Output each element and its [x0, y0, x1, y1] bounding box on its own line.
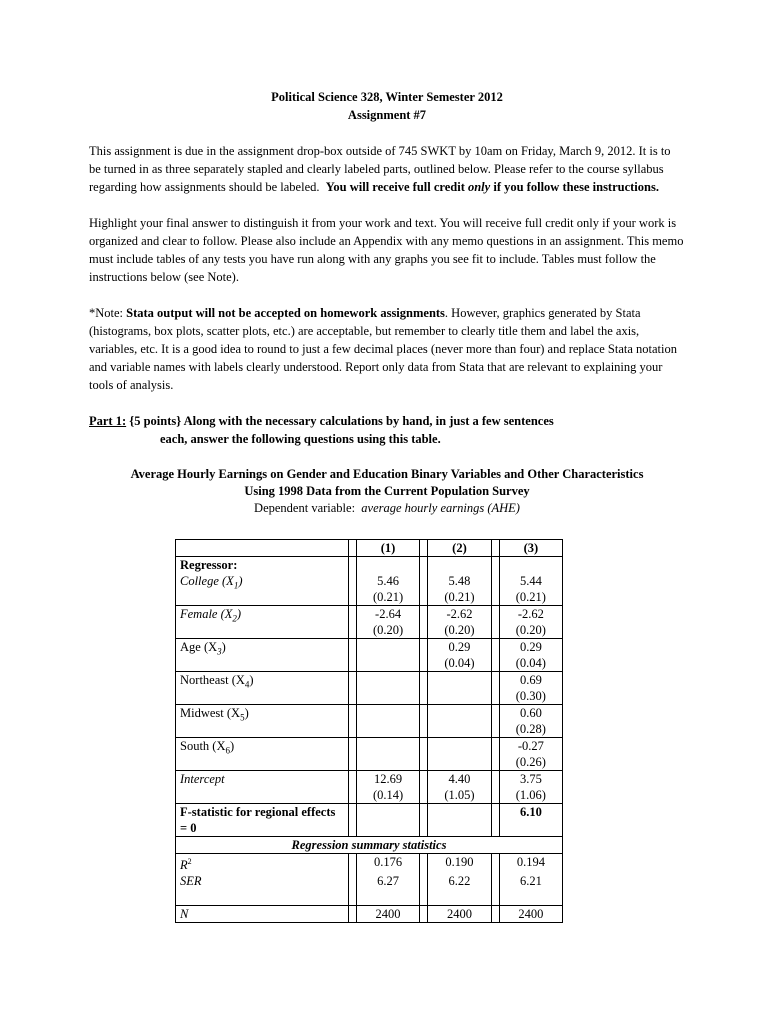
- coef-row: [176, 606, 563, 639]
- ser-value: 6.21: [499, 873, 562, 906]
- header-row: [176, 540, 563, 557]
- spacer-cell: [491, 557, 499, 606]
- coef-cell: [356, 705, 419, 738]
- summary-label: Regression summary statistics: [176, 837, 563, 854]
- regressor-name: Intercept: [176, 771, 349, 804]
- coef-cell: 0.60 (0.28): [499, 705, 562, 738]
- spacer-cell: [348, 557, 356, 606]
- coef-cell: 0.69 (0.30): [499, 672, 562, 705]
- coef-cell: 5.46 (0.21): [356, 557, 419, 606]
- spacer-cell: [348, 771, 356, 804]
- spacer-cell: [348, 639, 356, 672]
- spacer-cell: [348, 672, 356, 705]
- n-value: 2400: [428, 906, 491, 923]
- assignment-title: Assignment #7: [347, 108, 427, 122]
- spacer-cell: [348, 738, 356, 771]
- regression-table: [175, 539, 563, 923]
- coef-cell: -0.27 (0.26): [499, 738, 562, 771]
- document-page: [89, 88, 685, 516]
- spacer-cell: [348, 873, 356, 906]
- highlight-paragraph: Highlight your final answer to distinguish it from your work and text. You will receive full credit only if your work is organized and clear to follow. Please also include an Appendix with any memo questions in an assignment. This memo must include tables of any tests you have run along with any graphs you see fit to include. Tables must follow the instructions below (see Note).: [89, 216, 684, 284]
- coef-cell: -2.64 (0.20): [356, 606, 419, 639]
- spacer-cell: [420, 771, 428, 804]
- due-paragraph: This assignment is due in the assignment drop-box outside of 745 SWKT by 10am on Friday, March 9, 2012. It is to be turned in as three separately stapled and clearly labeled parts, outlined below. Please refer to the course syllabus regarding how assignments should be labeled. You will receive full credit only if you follow these instructions.: [89, 144, 671, 194]
- regressor-name: Midwest $(X_5)$: [176, 705, 349, 738]
- coef-cell: [428, 672, 491, 705]
- spacer-cell: [491, 873, 499, 906]
- fstat-value: [356, 804, 419, 837]
- spacer-cell: [420, 804, 428, 837]
- coef-cell: 0.29 (0.04): [428, 639, 491, 672]
- coef-cell: 0.29 (0.04): [499, 639, 562, 672]
- spacer-cell: [491, 906, 499, 923]
- coef-cell: 5.44 (0.21): [499, 557, 562, 606]
- n-value: 2400: [356, 906, 419, 923]
- coef-cell: -2.62 (0.20): [428, 606, 491, 639]
- spacer-cell: [420, 606, 428, 639]
- regressor-name: Regressor: College $(X_1)$: [176, 557, 349, 606]
- coef-row: [176, 672, 563, 705]
- note-paragraph: *Note: Stata output will not be accepted on homework assignments. However, graphics generated by Stata (histograms, box plots, scatter plots, etc.) are acceptable, but remember to clearly title them and label the axis, variables, etc. It is a good idea to round to just a few decimal places (never more than four) and replace Stata notation and variable names with labels clearly understood. Report only data from Stata that are relevant to explaining your tools of analysis.: [89, 306, 677, 392]
- fstat-label: F-statistic for regional effects = 0: [176, 804, 349, 837]
- spacer-cell: [491, 771, 499, 804]
- coef-cell: -2.62 (0.20): [499, 606, 562, 639]
- coef-row: [176, 557, 563, 606]
- coef-cell: [356, 672, 419, 705]
- r2-label: $R^2$: [176, 854, 349, 874]
- spacer-cell: [491, 639, 499, 672]
- spacer-cell: [420, 672, 428, 705]
- ser-value: 6.27: [356, 873, 419, 906]
- coef-row: [176, 639, 563, 672]
- spacer-cell: [348, 606, 356, 639]
- coef-cell: 5.48 (0.21): [428, 557, 491, 606]
- spacer-cell: [420, 906, 428, 923]
- spacer-cell: [348, 804, 356, 837]
- coef-row: [176, 705, 563, 738]
- column-header: (1): [356, 540, 419, 557]
- table-caption: Average Hourly Earnings on Gender and Education Binary Variables and Other Characteristics Using 1998 Data from the Current Population Survey: [130, 467, 644, 498]
- n-row: [176, 906, 563, 923]
- coef-cell: 12.69 (0.14): [356, 771, 419, 804]
- r2-value: 0.190: [428, 854, 491, 874]
- r2-row: [176, 854, 563, 874]
- coef-row: [176, 771, 563, 804]
- spacer-cell: [420, 854, 428, 874]
- dependent-variable: Dependent variable: average hourly earnings (AHE): [254, 501, 520, 515]
- spacer-cell: [491, 854, 499, 874]
- coef-cell: [356, 738, 419, 771]
- corner-cell: [176, 540, 349, 557]
- n-label: N: [176, 906, 349, 923]
- spacer-cell: [491, 804, 499, 837]
- regressor-name: South $(X_6)$: [176, 738, 349, 771]
- spacer-cell: [491, 738, 499, 771]
- spacer-cell: [420, 540, 428, 557]
- ser-label: SER: [176, 873, 349, 906]
- spacer-cell: [348, 906, 356, 923]
- course-title: Political Science 328, Winter Semester 2012: [271, 90, 503, 104]
- coef-row: [176, 738, 563, 771]
- r2-value: 0.194: [499, 854, 562, 874]
- spacer-cell: [420, 639, 428, 672]
- ser-row: [176, 873, 563, 906]
- spacer-cell: [491, 672, 499, 705]
- coef-cell: [428, 738, 491, 771]
- part1-heading-line2: each, answer the following questions using this table.: [160, 432, 441, 446]
- spacer-cell: [420, 705, 428, 738]
- spacer-cell: [491, 540, 499, 557]
- regressor-name: Northeast $(X_4)$: [176, 672, 349, 705]
- spacer-cell: [491, 705, 499, 738]
- spacer-cell: [420, 738, 428, 771]
- coef-cell: 4.40 (1.05): [428, 771, 491, 804]
- column-header: (3): [499, 540, 562, 557]
- spacer-cell: [348, 854, 356, 874]
- fstat-row: [176, 804, 563, 837]
- coef-cell: [356, 639, 419, 672]
- fstat-value: 6.10: [499, 804, 562, 837]
- ser-value: 6.22: [428, 873, 491, 906]
- regressor-label: Regressor:: [180, 558, 238, 572]
- n-value: 2400: [499, 906, 562, 923]
- coef-cell: 3.75 (1.06): [499, 771, 562, 804]
- spacer-cell: [420, 873, 428, 906]
- r2-value: 0.176: [356, 854, 419, 874]
- spacer-cell: [491, 606, 499, 639]
- fstat-value: [428, 804, 491, 837]
- spacer-cell: [348, 705, 356, 738]
- summary-row: [176, 837, 563, 854]
- part1-heading: Part 1: {5 points} Along with the necessary calculations by hand, in just a few sentences: [89, 414, 554, 428]
- regressor-name: Female $(X_2)$: [176, 606, 349, 639]
- column-header: (2): [428, 540, 491, 557]
- spacer-cell: [420, 557, 428, 606]
- spacer-cell: [348, 540, 356, 557]
- coef-cell: [428, 705, 491, 738]
- regressor-name: Age $(X_3)$: [176, 639, 349, 672]
